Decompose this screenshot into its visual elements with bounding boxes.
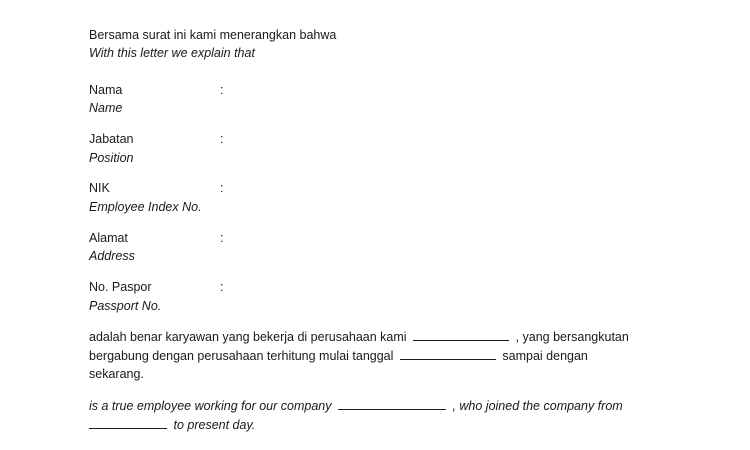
company-name-blank-en[interactable] <box>338 397 446 410</box>
field-label-passport-en: Passport No. <box>89 299 162 313</box>
intro-text-id: Bersama surat ini kami menerangkan bahwa <box>89 28 337 42</box>
join-date-blank-en[interactable] <box>89 416 167 429</box>
field-label-address-en: Address <box>89 249 135 263</box>
statement-en-line-2-end: to present day. <box>173 418 256 432</box>
join-date-blank[interactable] <box>400 347 496 360</box>
field-colon-passport: : <box>220 280 224 294</box>
statement-id-line-2-start: bergabung dengan perusahaan terhitung mulai tanggal <box>89 349 394 363</box>
field-label-passport-id: No. Paspor <box>89 280 152 294</box>
field-label-position-id: Jabatan <box>89 132 134 146</box>
statement-id-line-3: sekarang. <box>89 367 144 381</box>
statement-id-line-2-end: sampai dengan <box>502 349 588 363</box>
statement-id-line-2 <box>89 347 588 365</box>
statement-en-line-2 <box>89 416 255 434</box>
statement-id-line-1-end: , yang bersangkutan <box>515 330 629 344</box>
field-label-name-en: Name <box>89 101 123 115</box>
field-label-position-en: Position <box>89 151 134 165</box>
field-colon-address: : <box>220 231 224 245</box>
field-label-nik-id: NIK <box>89 181 110 195</box>
field-colon-position: : <box>220 132 224 146</box>
statement-en-line-1-end: , who joined the company from <box>452 399 623 413</box>
statement-en-line-1-start: is a true employee working for our company <box>89 399 332 413</box>
field-label-address-id: Alamat <box>89 231 128 245</box>
field-colon-name: : <box>220 83 224 97</box>
company-name-blank[interactable] <box>413 328 509 341</box>
field-label-name-id: Nama <box>89 83 123 97</box>
statement-en-line-1 <box>89 397 623 415</box>
statement-id-line-1-start: adalah benar karyawan yang bekerja di perusahaan kami <box>89 330 407 344</box>
statement-id-line-1 <box>89 328 629 346</box>
field-label-nik-en: Employee Index No. <box>89 200 202 214</box>
intro-text-en: With this letter we explain that <box>89 46 255 60</box>
field-colon-nik: : <box>220 181 224 195</box>
